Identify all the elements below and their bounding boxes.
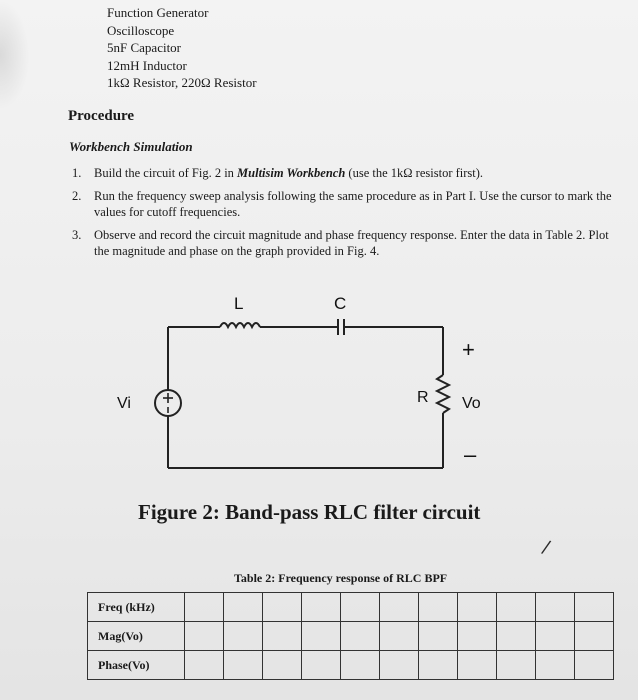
table-cell[interactable] xyxy=(302,622,341,651)
step-text: Run the frequency sweep analysis following the same procedure as in Part I. Use the cursor to mark the values for cutoff frequencies. xyxy=(94,189,612,219)
table-cell[interactable] xyxy=(302,651,341,680)
step-number: 3. xyxy=(72,228,82,242)
equipment-item: 12mH Inductor xyxy=(107,57,187,73)
table-cell[interactable] xyxy=(497,622,536,651)
figure-caption: Figure 2: Band-pass RLC filter circuit xyxy=(138,500,481,524)
inductor-label: L xyxy=(234,294,244,313)
table-cell[interactable] xyxy=(419,593,458,622)
step-number: 1. xyxy=(72,166,82,180)
table-cell[interactable] xyxy=(263,593,302,622)
table-cell[interactable] xyxy=(536,622,575,651)
resistor-label: R xyxy=(417,389,429,406)
table-cell[interactable] xyxy=(458,622,497,651)
equipment-item: Function Generator xyxy=(107,5,209,20)
table-cell[interactable] xyxy=(536,593,575,622)
table-cell[interactable] xyxy=(380,593,419,622)
table-row xyxy=(88,651,614,680)
table-cell[interactable] xyxy=(263,651,302,680)
step-text: Observe and record the circuit magnitude and phase frequency response. Enter the data in Table 2. Plot the magnitude and phase on the graph provided in Fig. 4. xyxy=(94,228,609,258)
row-header-mag: Mag(Vo) xyxy=(88,622,185,651)
table-cell[interactable] xyxy=(380,651,419,680)
table-row xyxy=(88,593,614,622)
table-cell[interactable] xyxy=(497,651,536,680)
output-minus: – xyxy=(464,442,477,467)
table-cell[interactable] xyxy=(224,622,263,651)
inductor-symbol xyxy=(220,323,260,327)
table-cell[interactable] xyxy=(536,651,575,680)
output-label: Vo xyxy=(462,395,481,412)
equipment-item: 1kΩ Resistor, 220Ω Resistor xyxy=(107,75,257,90)
table-cell[interactable] xyxy=(419,622,458,651)
capacitor-label: C xyxy=(334,294,347,313)
output-plus: + xyxy=(462,337,475,362)
workbench-subheading: Workbench Simulation xyxy=(69,139,193,154)
table-cell[interactable] xyxy=(458,651,497,680)
step-text: (use the 1kΩ resistor first). xyxy=(345,166,484,180)
row-header-phase: Phase(Vo) xyxy=(88,651,185,680)
table-cell[interactable] xyxy=(185,651,224,680)
step-text: Build the circuit of Fig. 2 in xyxy=(94,166,238,180)
table-cell[interactable] xyxy=(419,651,458,680)
table-cell[interactable] xyxy=(341,651,380,680)
handwritten-mark: / xyxy=(539,536,553,559)
source-label: Vi xyxy=(117,395,131,412)
table-cell[interactable] xyxy=(341,622,380,651)
procedure-heading: Procedure xyxy=(68,108,135,124)
table-cell[interactable] xyxy=(263,622,302,651)
table-cell[interactable] xyxy=(380,622,419,651)
table-cell[interactable] xyxy=(224,651,263,680)
table-row xyxy=(88,622,614,651)
table-cell[interactable] xyxy=(302,593,341,622)
table-cell[interactable] xyxy=(458,593,497,622)
equipment-item: 5nF Capacitor xyxy=(107,40,182,55)
table-cell[interactable] xyxy=(185,622,224,651)
step-emphasis: Multisim Workbench xyxy=(237,166,346,180)
table-cell[interactable] xyxy=(185,593,224,622)
row-header-freq: Freq (kHz) xyxy=(88,593,185,622)
resistor-symbol xyxy=(437,375,449,413)
table-cell[interactable] xyxy=(575,622,614,651)
table-cell[interactable] xyxy=(575,651,614,680)
table-cell[interactable] xyxy=(224,593,263,622)
table-cell[interactable] xyxy=(341,593,380,622)
table-cell[interactable] xyxy=(575,593,614,622)
equipment-item: Oscilloscope xyxy=(107,22,175,38)
table-cell[interactable] xyxy=(497,593,536,622)
step-number: 2. xyxy=(72,189,82,203)
frequency-response-table xyxy=(87,592,614,680)
table-title: Table 2: Frequency response of RLC BPF xyxy=(234,571,448,585)
